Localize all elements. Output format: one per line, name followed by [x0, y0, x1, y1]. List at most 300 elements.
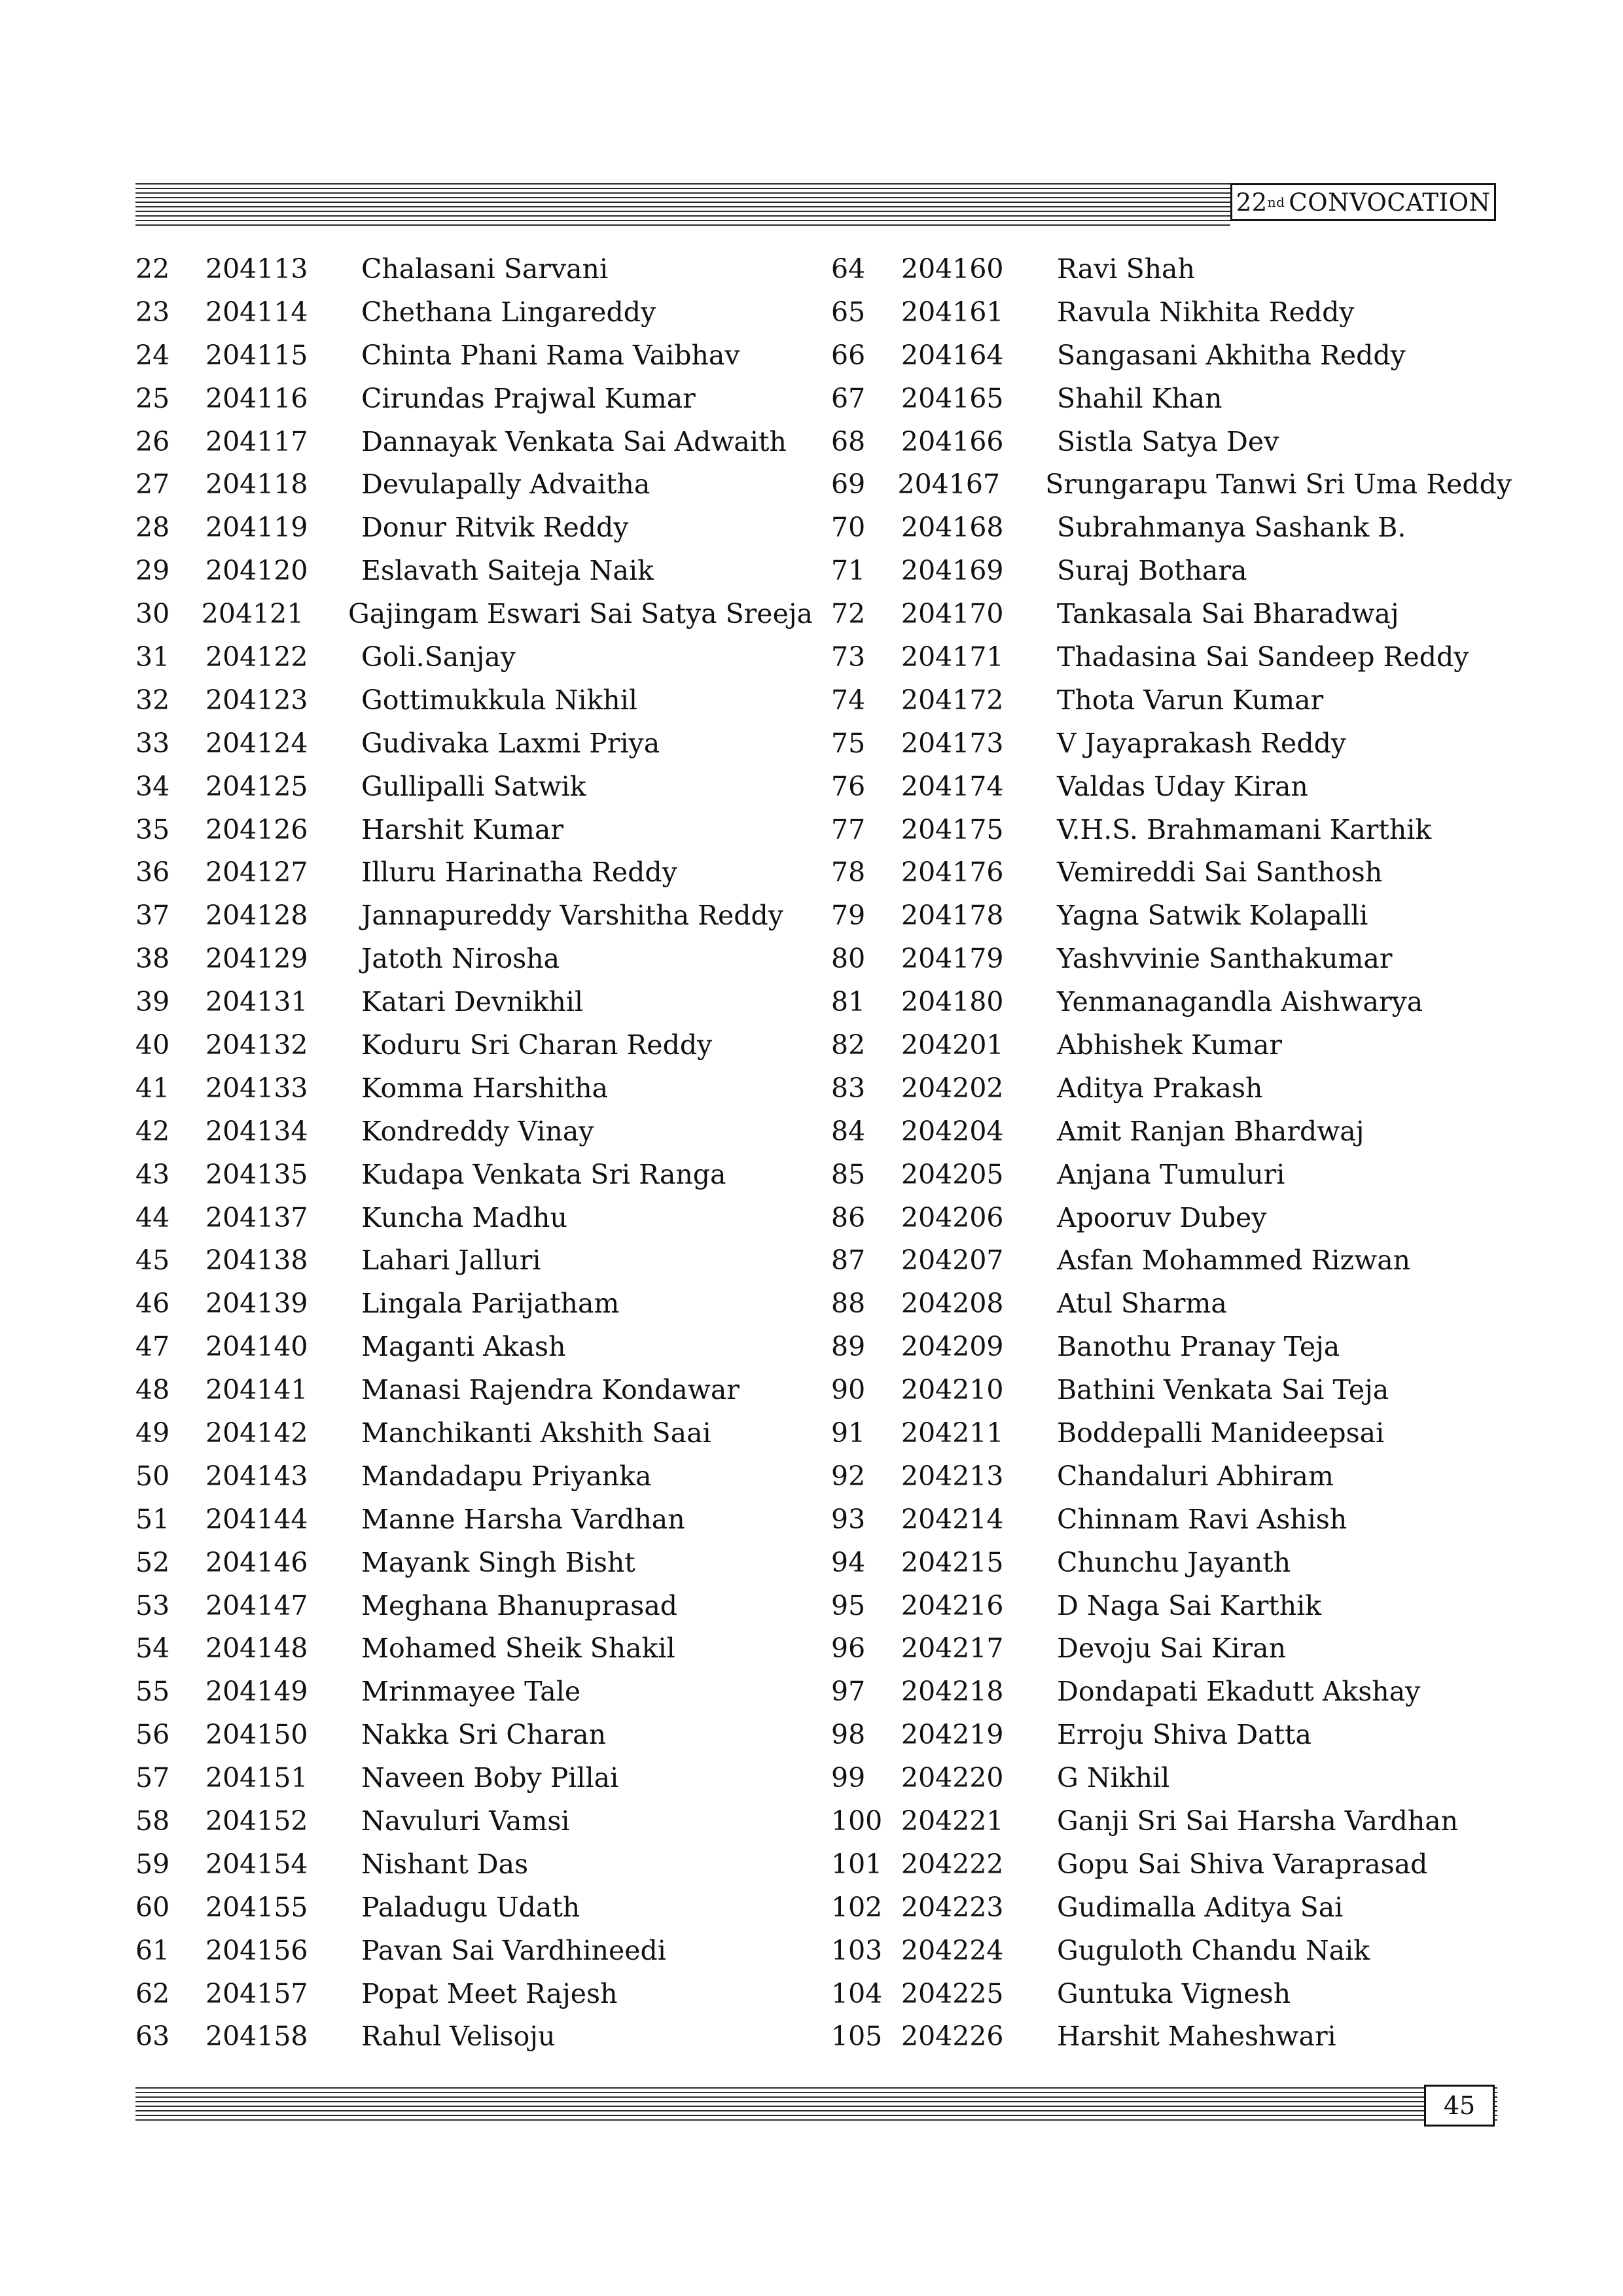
list-item [135, 894, 813, 937]
student-name: Srungarapu Tanwi Sri Uma Reddy [1045, 468, 1512, 501]
serial-number: 81 [831, 986, 866, 1018]
serial-number: 97 [831, 1676, 866, 1708]
student-name: Banothu Pranay Teja [1057, 1331, 1340, 1363]
list-item [831, 1799, 1512, 1843]
list-item [135, 592, 813, 635]
list-item [135, 1368, 813, 1411]
student-name: Sistla Satya Dev [1057, 425, 1279, 457]
serial-number: 93 [831, 1503, 866, 1535]
list-item [135, 1023, 813, 1067]
list-item [135, 635, 813, 679]
list-item [831, 1627, 1512, 1670]
registration-number: 204160 [901, 253, 1004, 285]
list-item [831, 1023, 1512, 1067]
serial-number: 24 [135, 339, 170, 371]
list-item [831, 722, 1512, 765]
list-item [135, 937, 813, 980]
registration-number: 204220 [901, 1762, 1004, 1794]
serial-number: 73 [831, 641, 866, 673]
list-item [135, 1627, 813, 1670]
registration-number: 204117 [205, 425, 308, 457]
serial-number: 40 [135, 1029, 170, 1061]
registration-number: 204127 [205, 857, 308, 889]
registration-number: 204164 [901, 339, 1004, 371]
student-name: Kuncha Madhu [361, 1201, 567, 1233]
serial-number: 92 [831, 1460, 866, 1492]
list-item [831, 463, 1512, 506]
serial-number: 53 [135, 1589, 170, 1621]
serial-number: 99 [831, 1762, 866, 1794]
student-name: Komma Harshitha [361, 1072, 609, 1104]
list-item [831, 937, 1512, 980]
list-item [135, 1756, 813, 1799]
student-name: Boddepalli Manideepsai [1057, 1417, 1385, 1449]
student-name: Harshit Kumar [361, 813, 563, 845]
list-item [135, 1886, 813, 1929]
list-item [831, 1584, 1512, 1627]
list-item [831, 420, 1512, 463]
student-name: Cirundas Prajwal Kumar [361, 382, 696, 414]
serial-number: 25 [135, 382, 170, 414]
list-item [135, 1713, 813, 1756]
student-name: Kondreddy Vinay [361, 1115, 594, 1147]
serial-number: 69 [831, 468, 866, 501]
list-item [135, 247, 813, 291]
registration-number: 204205 [901, 1158, 1004, 1190]
list-item [135, 506, 813, 549]
list-item [135, 291, 813, 334]
serial-number: 46 [135, 1288, 170, 1320]
list-item [831, 549, 1512, 592]
list-item [135, 420, 813, 463]
serial-number: 56 [135, 1719, 170, 1751]
serial-number: 80 [831, 943, 866, 975]
registration-number: 204116 [205, 382, 308, 414]
serial-number: 44 [135, 1201, 170, 1233]
serial-number: 45 [135, 1245, 170, 1277]
student-name: Jatoth Nirosha [361, 943, 560, 975]
serial-number: 96 [831, 1633, 866, 1665]
serial-number: 86 [831, 1201, 866, 1233]
list-item [135, 722, 813, 765]
page-number: 45 [1443, 2091, 1476, 2120]
registration-number: 204178 [901, 900, 1004, 932]
registration-number: 204152 [205, 1805, 308, 1837]
registration-number: 204161 [901, 296, 1004, 328]
serial-number: 67 [831, 382, 866, 414]
registration-number: 204132 [205, 1029, 308, 1061]
student-name: Manne Harsha Vardhan [361, 1503, 685, 1535]
registration-number: 204206 [901, 1201, 1004, 1233]
list-item [135, 377, 813, 420]
registration-number: 204224 [901, 1934, 1004, 1966]
serial-number: 54 [135, 1633, 170, 1665]
student-name: Erroju Shiva Datta [1057, 1719, 1311, 1751]
student-name: Mohamed Sheik Shakil [361, 1633, 675, 1665]
serial-number: 75 [831, 727, 866, 759]
serial-number: 85 [831, 1158, 866, 1190]
serial-number: 33 [135, 727, 170, 759]
student-name: Guguloth Chandu Naik [1057, 1934, 1370, 1966]
serial-number: 27 [135, 468, 170, 501]
student-name: Naveen Boby Pillai [361, 1762, 619, 1794]
serial-number: 63 [135, 2021, 170, 2053]
list-item [135, 463, 813, 506]
list-item [831, 1756, 1512, 1799]
list-item [831, 506, 1512, 549]
list-item [135, 1670, 813, 1713]
list-item [135, 2015, 813, 2058]
list-item [135, 1067, 813, 1110]
list-item [831, 1153, 1512, 1196]
registration-number: 204167 [897, 468, 1001, 501]
student-name: Chinta Phani Rama Vaibhav [361, 339, 740, 371]
student-name: Abhishek Kumar [1057, 1029, 1283, 1061]
list-item [831, 1498, 1512, 1541]
list-item [831, 1411, 1512, 1455]
list-item [831, 377, 1512, 420]
student-name: Pavan Sai Vardhineedi [361, 1934, 666, 1966]
student-name: Lahari Jalluri [361, 1245, 541, 1277]
serial-number: 82 [831, 1029, 866, 1061]
registration-number: 204143 [205, 1460, 308, 1492]
list-item [135, 1282, 813, 1325]
serial-number: 70 [831, 512, 866, 544]
student-name: Suraj Bothara [1057, 555, 1247, 587]
page-number-box [1424, 2085, 1495, 2127]
student-name: Gottimukkula Nikhil [361, 684, 637, 716]
serial-number: 51 [135, 1503, 170, 1535]
serial-number: 35 [135, 813, 170, 845]
student-name: Gudivaka Laxmi Priya [361, 727, 660, 759]
serial-number: 61 [135, 1934, 170, 1966]
registration-number: 204210 [901, 1374, 1004, 1406]
student-name: Chunchu Jayanth [1057, 1546, 1291, 1578]
registration-number: 204221 [901, 1805, 1004, 1837]
serial-number: 64 [831, 253, 866, 285]
list-item [135, 1110, 813, 1153]
student-name: Aditya Prakash [1057, 1072, 1263, 1104]
student-name: Mandadapu Priyanka [361, 1460, 652, 1492]
list-item [135, 1972, 813, 2015]
serial-number: 68 [831, 425, 866, 457]
list-item [135, 1411, 813, 1455]
list-item [831, 291, 1512, 334]
student-name: V Jayaprakash Reddy [1057, 727, 1346, 759]
serial-number: 48 [135, 1374, 170, 1406]
registration-number: 204211 [901, 1417, 1004, 1449]
serial-number: 78 [831, 857, 866, 889]
student-name: Yashvvinie Santhakumar [1057, 943, 1393, 975]
registration-number: 204226 [901, 2021, 1004, 2053]
student-name: Vemireddi Sai Santhosh [1057, 857, 1383, 889]
registration-number: 204156 [205, 1934, 308, 1966]
registration-number: 204201 [901, 1029, 1004, 1061]
registration-number: 204208 [901, 1288, 1004, 1320]
registration-number: 204172 [901, 684, 1004, 716]
serial-number: 60 [135, 1891, 170, 1923]
registration-number: 204137 [205, 1201, 308, 1233]
list-item [831, 1670, 1512, 1713]
list-item [831, 592, 1512, 635]
serial-number: 58 [135, 1805, 170, 1837]
serial-number: 74 [831, 684, 866, 716]
serial-number: 98 [831, 1719, 866, 1751]
student-name: Harshit Maheshwari [1057, 2021, 1336, 2053]
serial-number: 66 [831, 339, 866, 371]
student-name: Nishant Das [361, 1848, 529, 1880]
registration-number: 204148 [205, 1633, 308, 1665]
student-name: Rahul Velisoju [361, 2021, 556, 2053]
student-name: Sangasani Akhitha Reddy [1057, 339, 1406, 371]
list-item [831, 1282, 1512, 1325]
student-name: Ganji Sri Sai Harsha Vardhan [1057, 1805, 1459, 1837]
registration-number: 204213 [901, 1460, 1004, 1492]
registration-number: 204176 [901, 857, 1004, 889]
student-name: Gajingam Eswari Sai Satya Sreeja [348, 598, 813, 630]
serial-number: 72 [831, 598, 866, 630]
student-name: Chandaluri Abhiram [1057, 1460, 1334, 1492]
registration-number: 204125 [205, 770, 308, 802]
student-name: Paladugu Udath [361, 1891, 580, 1923]
serial-number: 100 [831, 1805, 883, 1837]
registration-number: 204121 [201, 598, 304, 630]
registration-number: 204138 [205, 1245, 308, 1277]
list-item [831, 1972, 1512, 2015]
list-item [135, 1455, 813, 1498]
registration-number: 204113 [205, 253, 308, 285]
registration-number: 204157 [205, 1977, 308, 2009]
registration-number: 204171 [901, 641, 1004, 673]
list-item [831, 247, 1512, 291]
serial-number: 55 [135, 1676, 170, 1708]
header-rule [135, 183, 1230, 226]
list-item [831, 1067, 1512, 1110]
serial-number: 62 [135, 1977, 170, 2009]
registration-number: 204123 [205, 684, 308, 716]
student-name: Kudapa Venkata Sri Ranga [361, 1158, 726, 1190]
student-name: Amit Ranjan Bhardwaj [1057, 1115, 1364, 1147]
serial-number: 65 [831, 296, 866, 328]
student-name: Nakka Sri Charan [361, 1719, 606, 1751]
serial-number: 87 [831, 1245, 866, 1277]
list-item [831, 851, 1512, 894]
student-name: Dannayak Venkata Sai Adwaith [361, 425, 787, 457]
list-item [135, 851, 813, 894]
list-item [135, 980, 813, 1023]
list-item [135, 1498, 813, 1541]
student-name: Yenmanagandla Aishwarya [1057, 986, 1423, 1018]
serial-number: 43 [135, 1158, 170, 1190]
registration-number: 204135 [205, 1158, 308, 1190]
student-name: Shahil Khan [1057, 382, 1222, 414]
student-name: Gopu Sai Shiva Varaprasad [1057, 1848, 1428, 1880]
serial-number: 90 [831, 1374, 866, 1406]
student-name: Chethana Lingareddy [361, 296, 656, 328]
registration-number: 204150 [205, 1719, 308, 1751]
list-item [135, 549, 813, 592]
serial-number: 30 [135, 598, 170, 630]
student-name: Dondapati Ekadutt Akshay [1057, 1676, 1421, 1708]
serial-number: 83 [831, 1072, 866, 1104]
list-item [135, 1584, 813, 1627]
registration-number: 204142 [205, 1417, 308, 1449]
registration-number: 204158 [205, 2021, 308, 2053]
header-title: CONVOCATION [1289, 188, 1491, 217]
list-item [831, 894, 1512, 937]
registration-number: 204207 [901, 1245, 1004, 1277]
registration-number: 204223 [901, 1891, 1004, 1923]
list-item [135, 1239, 813, 1282]
serial-number: 84 [831, 1115, 866, 1147]
serial-number: 37 [135, 900, 170, 932]
student-name: Anjana Tumuluri [1057, 1158, 1285, 1190]
list-item [831, 1196, 1512, 1239]
footer-rule-tail [1495, 2087, 1497, 2124]
serial-number: 50 [135, 1460, 170, 1492]
list-item [135, 765, 813, 808]
serial-number: 101 [831, 1848, 883, 1880]
student-name: Gullipalli Satwik [361, 770, 586, 802]
serial-number: 105 [831, 2021, 883, 2053]
registration-number: 204154 [205, 1848, 308, 1880]
registration-number: 204114 [205, 296, 308, 328]
list-item [831, 2015, 1512, 2058]
registration-number: 204115 [205, 339, 308, 371]
serial-number: 36 [135, 857, 170, 889]
student-name: Ravi Shah [1057, 253, 1195, 285]
serial-number: 91 [831, 1417, 866, 1449]
registration-number: 204218 [901, 1676, 1004, 1708]
registration-number: 204174 [901, 770, 1004, 802]
serial-number: 41 [135, 1072, 170, 1104]
list-item [831, 1843, 1512, 1886]
student-name: Eslavath Saiteja Naik [361, 555, 654, 587]
student-name: Manchikanti Akshith Saai [361, 1417, 711, 1449]
student-name: G Nikhil [1057, 1762, 1170, 1794]
list-item [135, 808, 813, 851]
student-name: Manasi Rajendra Kondawar [361, 1374, 740, 1406]
registration-number: 204139 [205, 1288, 308, 1320]
registration-number: 204119 [205, 512, 308, 544]
student-name: Apooruv Dubey [1057, 1201, 1267, 1233]
list-item [135, 1843, 813, 1886]
serial-number: 22 [135, 253, 170, 285]
registration-number: 204146 [205, 1546, 308, 1578]
graduates-list-left [135, 247, 813, 2058]
serial-number: 59 [135, 1848, 170, 1880]
student-name: Chinnam Ravi Ashish [1057, 1503, 1347, 1535]
registration-number: 204180 [901, 986, 1004, 1018]
list-item [135, 1929, 813, 1972]
registration-number: 204209 [901, 1331, 1004, 1363]
serial-number: 47 [135, 1331, 170, 1363]
serial-number: 89 [831, 1331, 866, 1363]
student-name: Valdas Uday Kiran [1057, 770, 1308, 802]
student-name: Gudimalla Aditya Sai [1057, 1891, 1344, 1923]
registration-number: 204215 [901, 1546, 1004, 1578]
header-ordinal: 22 [1236, 188, 1268, 217]
list-item [135, 1799, 813, 1843]
student-name: Asfan Mohammed Rizwan [1057, 1245, 1411, 1277]
student-name: Subrahmanya Sashank B. [1057, 512, 1406, 544]
student-name: Donur Ritvik Reddy [361, 512, 629, 544]
student-name: Maganti Akash [361, 1331, 566, 1363]
student-name: Tankasala Sai Bharadwaj [1057, 598, 1399, 630]
registration-number: 204126 [205, 813, 308, 845]
registration-number: 204202 [901, 1072, 1004, 1104]
list-item [135, 1541, 813, 1584]
registration-number: 204144 [205, 1503, 308, 1535]
list-item [135, 679, 813, 722]
list-item [831, 808, 1512, 851]
serial-number: 95 [831, 1589, 866, 1621]
student-name: V.H.S. Brahmamani Karthik [1057, 813, 1432, 845]
student-name: Popat Meet Rajesh [361, 1977, 618, 2009]
student-name: Yagna Satwik Kolapalli [1057, 900, 1368, 932]
student-name: Navuluri Vamsi [361, 1805, 570, 1837]
list-item [831, 679, 1512, 722]
header-ordinal-suffix: nd [1267, 194, 1285, 210]
list-item [135, 1153, 813, 1196]
list-item [831, 1929, 1512, 1972]
serial-number: 94 [831, 1546, 866, 1578]
registration-number: 204173 [901, 727, 1004, 759]
serial-number: 31 [135, 641, 170, 673]
registration-number: 204165 [901, 382, 1004, 414]
list-item [831, 1110, 1512, 1153]
student-name: Mayank Singh Bisht [361, 1546, 635, 1578]
serial-number: 57 [135, 1762, 170, 1794]
serial-number: 29 [135, 555, 170, 587]
registration-number: 204214 [901, 1503, 1004, 1535]
serial-number: 39 [135, 986, 170, 1018]
serial-number: 26 [135, 425, 170, 457]
student-name: Devulapally Advaitha [361, 468, 651, 501]
registration-number: 204149 [205, 1676, 308, 1708]
registration-number: 204141 [205, 1374, 308, 1406]
student-name: Katari Devnikhil [361, 986, 584, 1018]
serial-number: 79 [831, 900, 866, 932]
list-item [831, 1239, 1512, 1282]
serial-number: 52 [135, 1546, 170, 1578]
student-name: Guntuka Vignesh [1057, 1977, 1291, 2009]
list-item [135, 1196, 813, 1239]
student-name: Lingala Parijatham [361, 1288, 620, 1320]
list-item [831, 635, 1512, 679]
list-item [831, 1713, 1512, 1756]
serial-number: 49 [135, 1417, 170, 1449]
list-item [135, 1325, 813, 1368]
registration-number: 204179 [901, 943, 1004, 975]
student-name: Ravula Nikhita Reddy [1057, 296, 1355, 328]
registration-number: 204170 [901, 598, 1004, 630]
registration-number: 204175 [901, 813, 1004, 845]
registration-number: 204151 [205, 1762, 308, 1794]
registration-number: 204147 [205, 1589, 308, 1621]
list-item [831, 1455, 1512, 1498]
registration-number: 204169 [901, 555, 1004, 587]
student-name: D Naga Sai Karthik [1057, 1589, 1322, 1621]
list-item [831, 980, 1512, 1023]
student-name: Chalasani Sarvani [361, 253, 609, 285]
student-name: Meghana Bhanuprasad [361, 1589, 678, 1621]
registration-number: 204124 [205, 727, 308, 759]
registration-number: 204118 [205, 468, 308, 501]
serial-number: 23 [135, 296, 170, 328]
registration-number: 204131 [205, 986, 308, 1018]
serial-number: 71 [831, 555, 866, 587]
